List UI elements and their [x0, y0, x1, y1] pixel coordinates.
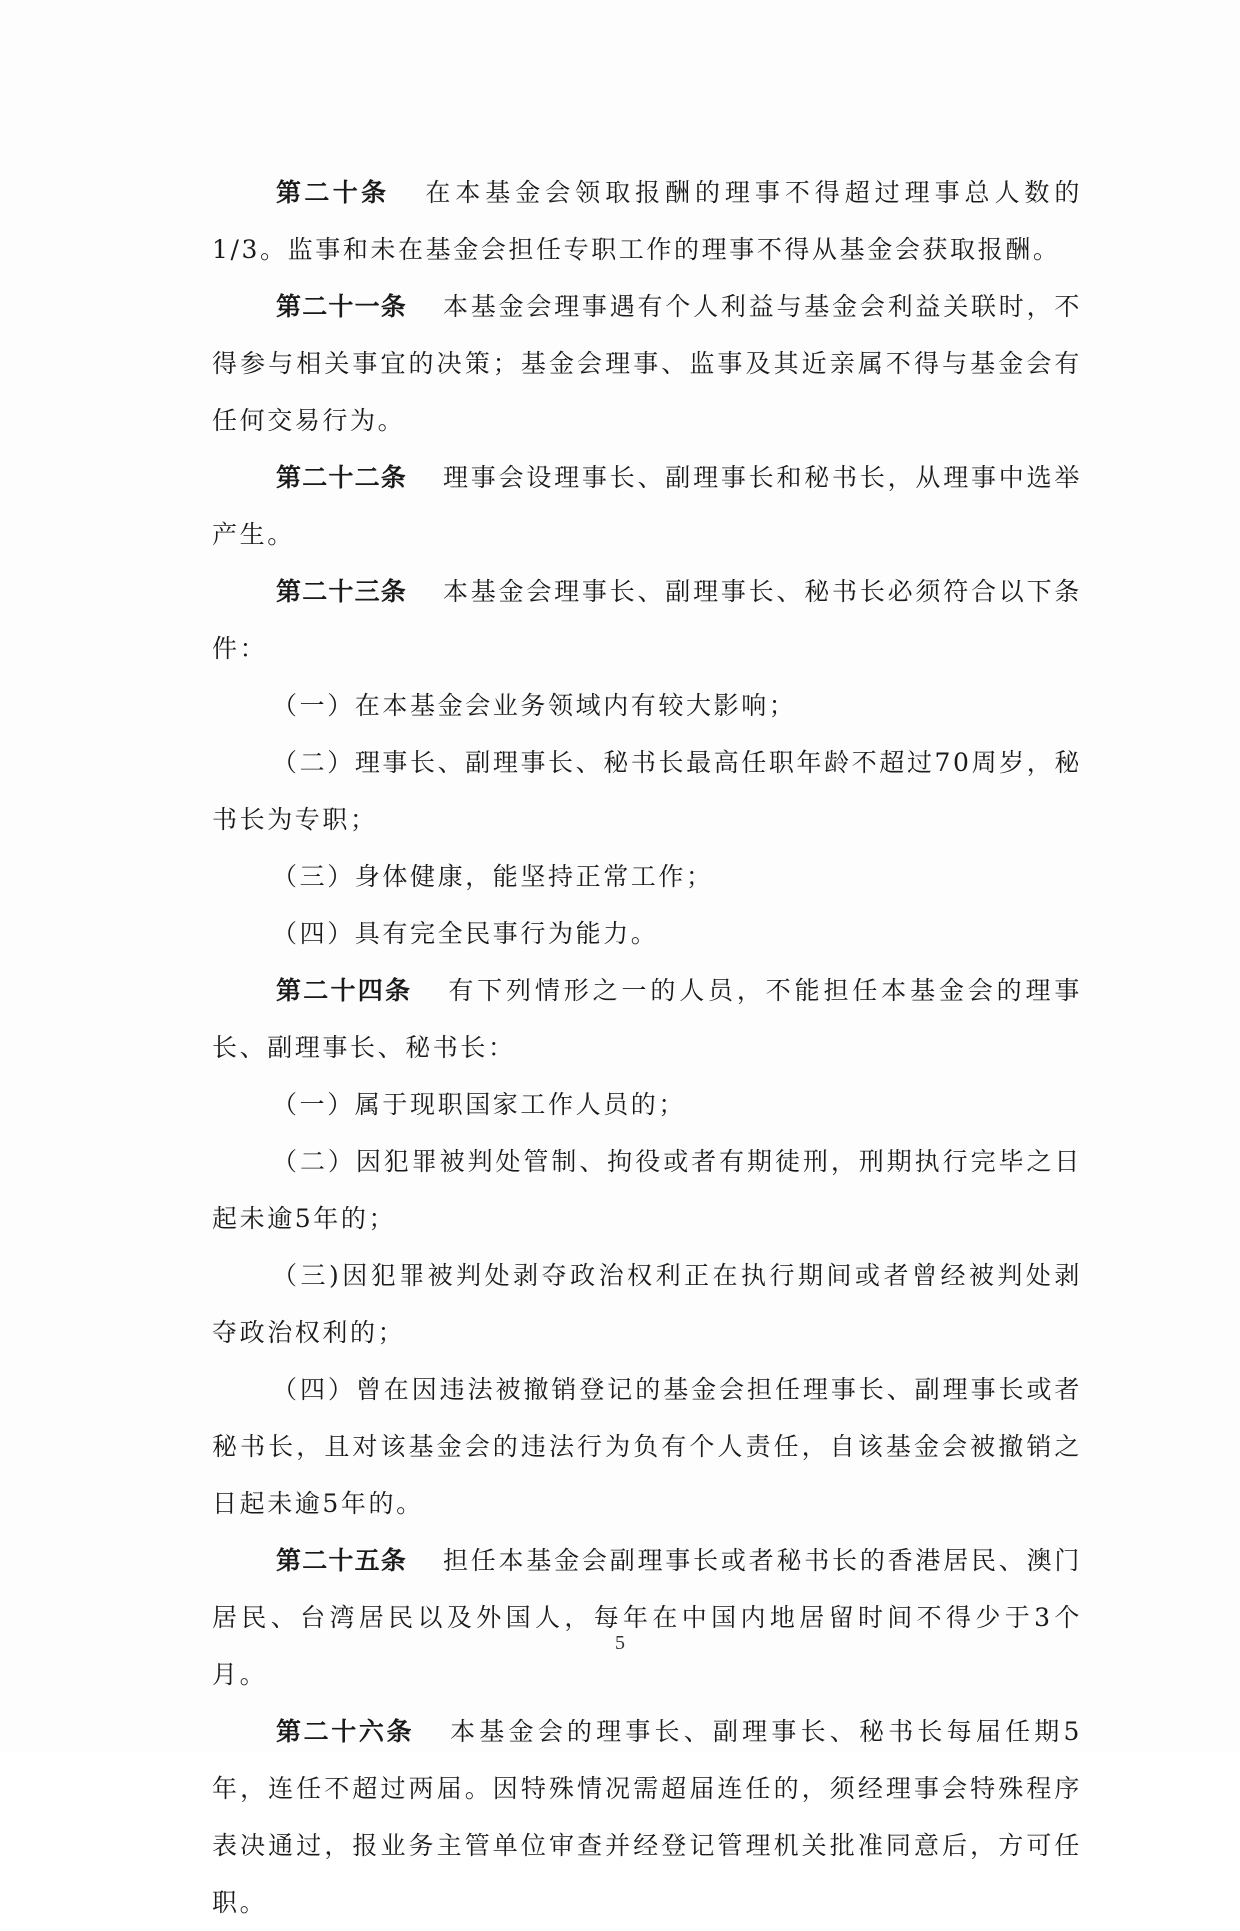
article-number: 第二十条 [276, 178, 390, 207]
article-number: 第二十三条 [276, 577, 407, 606]
list-item: （一）属于现职国家工作人员的； [272, 1090, 687, 1119]
list-item: （二）因犯罪被判处管制、拘役或者有期徒刑，刑期执行完毕之日起未逾5年的； [212, 1147, 1082, 1233]
article-text: 在本基金会领取报酬的理事不得超过理事总人数的1/3。监事和未在基金会担任专职工作的理事不得从基金会获取报酬。 [212, 178, 1082, 264]
article-text: 本基金会理事长、副理事长、秘书长必须符合以下条件： [212, 577, 1082, 663]
article-text: 有下列情形之一的人员，不能担任本基金会的理事长、副理事长、秘书长： [212, 976, 1082, 1062]
article-20 [212, 164, 1082, 278]
article-21 [212, 278, 1082, 449]
document-body [212, 164, 1082, 1931]
article-26 [212, 1703, 1082, 1931]
list-item: （一）在本基金会业务领域内有较大影响； [272, 691, 797, 720]
list-item: （二）理事长、副理事长、秘书长最高任职年龄不超过70周岁，秘书长为专职； [212, 748, 1082, 834]
article-text: 本基金会理事遇有个人利益与基金会利益关联时，不得参与相关事宜的决策；基金会理事、监事及其近亲属不得与基金会有任何交易行为。 [212, 292, 1082, 435]
article-number: 第二十五条 [276, 1546, 407, 1575]
article-number: 第二十一条 [276, 292, 407, 321]
article-text: 担任本基金会副理事长或者秘书长的香港居民、澳门居民、台湾居民以及外国人，每年在中国内地居留时间不得少于3个月。 [212, 1546, 1082, 1689]
article-25 [212, 1532, 1082, 1703]
article-text: 理事会设理事长、副理事长和秘书长，从理事中选举产生。 [212, 463, 1082, 549]
article-number: 第二十二条 [276, 463, 407, 492]
list-item: （三）身体健康，能坚持正常工作； [272, 862, 714, 891]
article-text: 本基金会的理事长、副理事长、秘书长每届任期5年，连任不超过两届。因特殊情况需超届连任的，须经理事会特殊程序表决通过，报业务主管单位审查并经登记管理机关批准同意后，方可任职。 [212, 1717, 1082, 1917]
article-22 [212, 449, 1082, 563]
article-number: 第二十四条 [276, 976, 413, 1005]
article-23 [212, 563, 1082, 677]
article-number: 第二十六条 [276, 1717, 415, 1746]
list-item: （三)因犯罪被判处剥夺政治权利正在执行期间或者曾经被判处剥夺政治权利的； [212, 1261, 1082, 1347]
page-number: 5 [615, 1632, 625, 1654]
list-item: （四）曾在因违法被撤销登记的基金会担任理事长、副理事长或者秘书长，且对该基金会的违法行为负有个人责任，自该基金会被撤销之日起未逾5年的。 [212, 1375, 1082, 1518]
article-24 [212, 962, 1082, 1076]
list-item: （四）具有完全民事行为能力。 [272, 919, 659, 948]
